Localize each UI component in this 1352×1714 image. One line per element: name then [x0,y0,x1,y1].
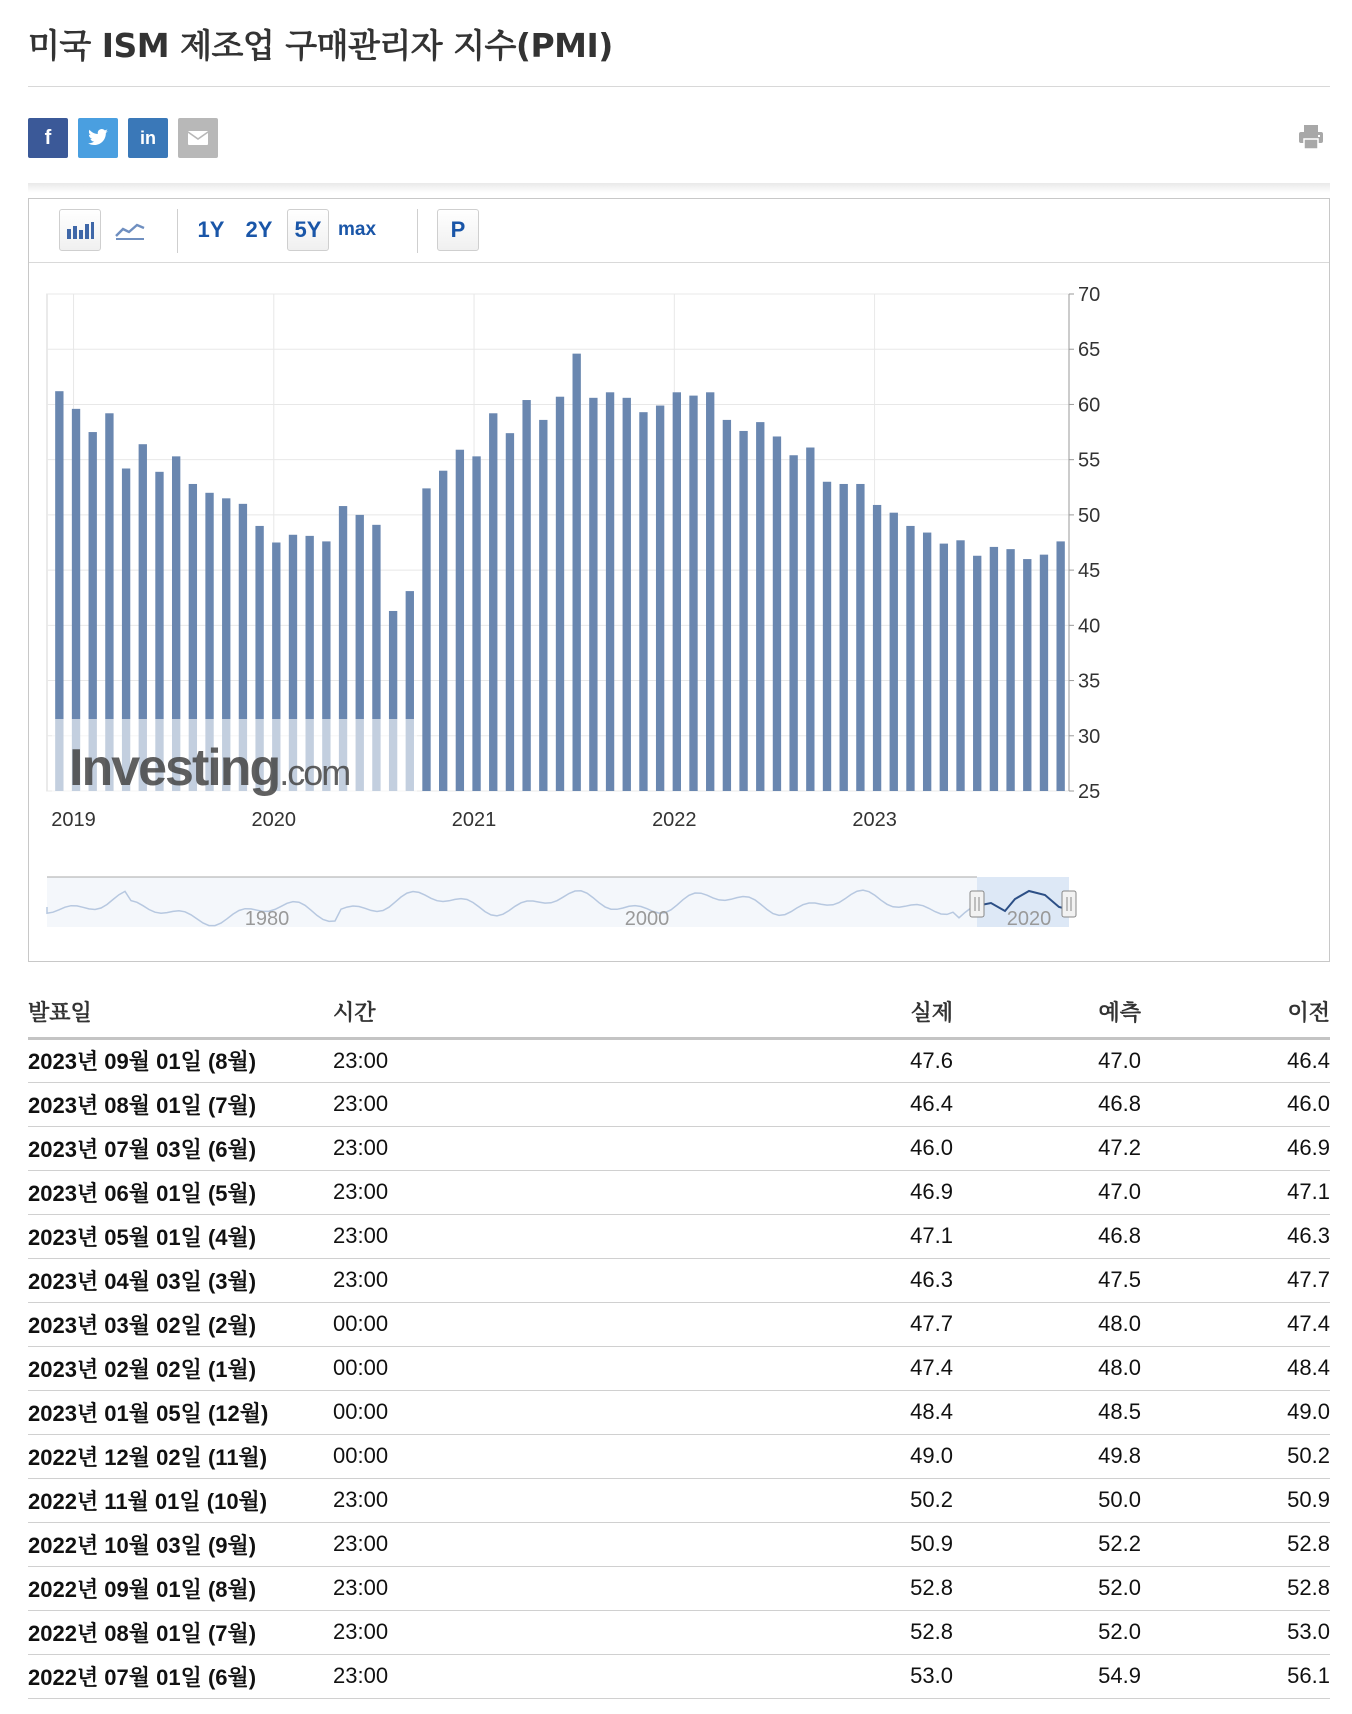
row-actual: 46.4 [643,1082,953,1126]
row-previous: 48.4 [1141,1346,1330,1390]
email-icon [187,130,209,146]
x-tick-label: 2020 [251,809,297,831]
page-title: 미국 ISM 제조업 구매관리자 지수(PMI) [28,26,613,65]
x-tick-label: 2019 [51,809,96,831]
table-header-row [28,990,1330,1038]
watermark-brand: Investing [69,739,280,797]
row-actual: 50.9 [643,1522,953,1566]
row-date: 2022년 08월 01일 (7월) [28,1610,333,1654]
col-header-actual: 실제 [643,990,953,1038]
row-forecast: 54.9 [953,1654,1141,1698]
row-time: 23:00 [333,1126,643,1170]
row-time: 23:00 [333,1522,643,1566]
bar [506,433,514,791]
range-2y-button[interactable]: 2Y [245,217,273,242]
row-time: 23:00 [333,1082,643,1126]
row-time: 23:00 [333,1654,643,1698]
bar [906,526,914,791]
col-header-date: 발표일 [28,990,333,1038]
table-row [28,1214,1330,1258]
row-date: 2022년 11월 01일 (10월) [28,1478,333,1522]
chart-navigator [47,877,1076,930]
bar [739,431,747,791]
bar [873,505,881,791]
bar-chart-icon [66,221,94,239]
x-tick-label: 2021 [451,809,497,831]
row-previous: 46.3 [1141,1214,1330,1258]
bar [522,400,530,791]
row-date: 2022년 12월 02일 (11월) [28,1434,333,1478]
line-chart-button[interactable] [109,209,151,251]
bar [773,436,781,791]
bar [639,412,647,791]
row-previous: 46.0 [1141,1082,1330,1126]
table-row [28,1390,1330,1434]
row-time: 23:00 [333,1214,643,1258]
row-time: 00:00 [333,1390,643,1434]
row-actual: 53.0 [643,1654,953,1698]
row-forecast: 47.5 [953,1258,1141,1302]
row-forecast: 49.8 [953,1434,1141,1478]
row-date: 2023년 05월 01일 (4월) [28,1214,333,1258]
row-date: 2023년 09월 01일 (8월) [28,1038,333,1082]
bar [456,450,464,791]
bar [1056,541,1064,791]
row-forecast: 46.8 [953,1082,1141,1126]
col-header-forecast: 예측 [953,990,1141,1038]
bar [840,484,848,791]
row-time: 00:00 [333,1302,643,1346]
row-time: 23:00 [333,1610,643,1654]
range-1y-button[interactable]: 1Y [197,217,225,242]
table-row [28,1346,1330,1390]
bar [756,422,764,791]
row-previous: 46.9 [1141,1126,1330,1170]
bar [656,406,664,791]
linkedin-icon: in [140,127,156,148]
col-header-previous: 이전 [1141,990,1330,1038]
table-row [28,1258,1330,1302]
line-chart-icon [115,220,145,240]
section-divider [28,183,1330,193]
bar [1040,555,1048,791]
y-tick-label: 25 [1078,781,1101,803]
col-header-time: 시간 [333,990,643,1038]
bar [789,455,797,791]
x-tick-label: 2022 [652,809,697,831]
bar [890,513,898,791]
row-time: 23:00 [333,1566,643,1610]
table-row [28,1126,1330,1170]
row-forecast: 48.0 [953,1346,1141,1390]
row-forecast: 52.0 [953,1610,1141,1654]
row-previous: 47.1 [1141,1170,1330,1214]
row-previous: 52.8 [1141,1522,1330,1566]
row-date: 2023년 01월 05일 (12월) [28,1390,333,1434]
row-date: 2023년 03월 02일 (2월) [28,1302,333,1346]
row-previous: 53.0 [1141,1610,1330,1654]
bar [589,398,597,791]
row-time: 00:00 [333,1434,643,1478]
y-tick-label: 55 [1078,449,1101,472]
bar [472,456,480,791]
row-previous: 56.1 [1141,1654,1330,1698]
table-row [28,1434,1330,1478]
table-row [28,1302,1330,1346]
facebook-share-button[interactable] [28,118,68,158]
y-tick-label: 60 [1078,394,1101,417]
row-previous: 47.4 [1141,1302,1330,1346]
row-time: 23:00 [333,1258,643,1302]
bar [422,488,430,791]
toolbar-separator [177,209,178,253]
row-previous: 49.0 [1141,1390,1330,1434]
row-forecast: 52.2 [953,1522,1141,1566]
row-actual: 50.2 [643,1478,953,1522]
event-history-table [28,990,1330,1699]
row-forecast: 48.0 [953,1302,1141,1346]
bar [606,392,614,791]
bar [806,448,814,791]
navigator-handle[interactable] [970,891,984,917]
title-divider [28,86,1330,87]
bar [856,484,864,791]
table-row [28,1566,1330,1610]
y-tick-label: 70 [1078,284,1101,306]
row-actual: 47.1 [643,1214,953,1258]
row-actual: 47.6 [643,1038,953,1082]
row-actual: 49.0 [643,1434,953,1478]
bar [923,533,931,791]
bar [556,397,564,791]
bar [623,398,631,791]
y-tick-label: 40 [1078,615,1101,638]
row-actual: 46.0 [643,1126,953,1170]
range-5y-button[interactable]: 5Y [287,209,329,251]
navigator-label: 1980 [244,908,290,930]
row-date: 2022년 10월 03일 (9월) [28,1522,333,1566]
row-date: 2023년 07월 03일 (6월) [28,1126,333,1170]
bar-chart-button[interactable] [59,209,101,251]
navigator-label: 2020 [1006,908,1052,930]
row-forecast: 47.2 [953,1126,1141,1170]
linkedin-share-button[interactable] [128,118,168,158]
bar [539,420,547,791]
row-time: 23:00 [333,1170,643,1214]
range-max-button[interactable]: max [337,219,377,240]
bar [439,471,447,791]
bar-chart [29,263,1329,961]
twitter-share-button[interactable] [78,118,118,158]
row-previous: 50.9 [1141,1478,1330,1522]
row-actual: 46.9 [643,1170,953,1214]
bar [723,420,731,791]
bar [1006,549,1014,791]
navigator-handle[interactable] [1062,891,1076,917]
bar [990,547,998,791]
bar [706,392,714,791]
navigator-track [47,877,1069,927]
row-previous: 52.8 [1141,1566,1330,1610]
row-date: 2023년 06월 01일 (5월) [28,1170,333,1214]
table-row [28,1170,1330,1214]
y-tick-label: 30 [1078,725,1101,748]
bar [489,413,497,791]
y-tick-label: 65 [1078,339,1101,362]
twitter-icon [87,129,109,147]
bar [940,544,948,791]
bar [573,354,581,791]
navigator-label: 2000 [624,908,670,930]
bar [973,556,981,791]
y-tick-label: 50 [1078,504,1101,527]
row-actual: 52.8 [643,1566,953,1610]
row-forecast: 46.8 [953,1214,1141,1258]
table-row [28,1478,1330,1522]
table-row [28,1082,1330,1126]
bar [956,540,964,791]
row-actual: 47.7 [643,1302,953,1346]
p-button[interactable]: P [437,209,479,251]
row-actual: 52.8 [643,1610,953,1654]
bar [823,482,831,791]
row-previous: 47.7 [1141,1258,1330,1302]
row-date: 2023년 04월 03일 (3월) [28,1258,333,1302]
table-row [28,1610,1330,1654]
facebook-icon: f [44,126,52,149]
row-date: 2022년 07월 01일 (6월) [28,1654,333,1698]
row-actual: 46.3 [643,1258,953,1302]
y-tick-label: 35 [1078,670,1101,693]
chart-toolbar [29,199,1329,263]
print-icon[interactable] [1296,122,1326,152]
table-row [28,1654,1330,1698]
row-time: 00:00 [333,1346,643,1390]
email-share-button[interactable] [178,118,218,158]
row-forecast: 47.0 [953,1170,1141,1214]
row-date: 2023년 02월 02일 (1월) [28,1346,333,1390]
watermark [52,719,417,805]
y-tick-label: 45 [1078,560,1101,583]
bar [1023,559,1031,791]
chart-panel [28,198,1330,962]
table-row [28,1522,1330,1566]
row-date: 2023년 08월 01일 (7월) [28,1082,333,1126]
row-previous: 50.2 [1141,1434,1330,1478]
row-forecast: 50.0 [953,1478,1141,1522]
row-actual: 47.4 [643,1346,953,1390]
row-time: 23:00 [333,1478,643,1522]
watermark-domain: .com [279,752,350,793]
bar [673,392,681,791]
table-row [28,1038,1330,1082]
row-previous: 46.4 [1141,1038,1330,1082]
row-date: 2022년 09월 01일 (8월) [28,1566,333,1610]
toolbar-separator [417,209,418,253]
row-actual: 48.4 [643,1390,953,1434]
bar [689,396,697,791]
row-forecast: 47.0 [953,1038,1141,1082]
x-tick-label: 2023 [852,809,897,831]
row-forecast: 48.5 [953,1390,1141,1434]
row-time: 23:00 [333,1038,643,1082]
row-forecast: 52.0 [953,1566,1141,1610]
